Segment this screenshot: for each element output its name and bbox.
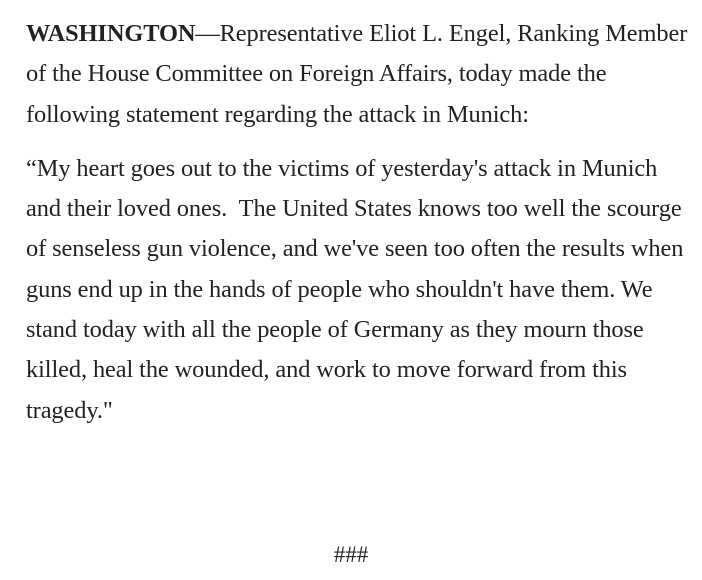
intro-paragraph <box>26 14 688 135</box>
end-mark: ### <box>333 542 369 567</box>
quote-paragraph: “My heart goes out to the victims of yesterday's attack in Munich and their loved ones. The United States knows too well the scourge of senseless gun violence, and we've seen too often the results when guns end up in the hands of people who shouldn't have them. We stand today with all the people of Germany as they mourn those killed, heal the wounded, and work to move forward from this tragedy." <box>26 154 684 424</box>
press-release-body <box>26 14 688 431</box>
intro-text: —Representative Eliot L. Engel, Ranking Member of the House Committee on Foreign Affairs, today made the following statement regarding the attack in Munich: <box>26 20 688 128</box>
dateline: WASHINGTON <box>26 20 196 47</box>
